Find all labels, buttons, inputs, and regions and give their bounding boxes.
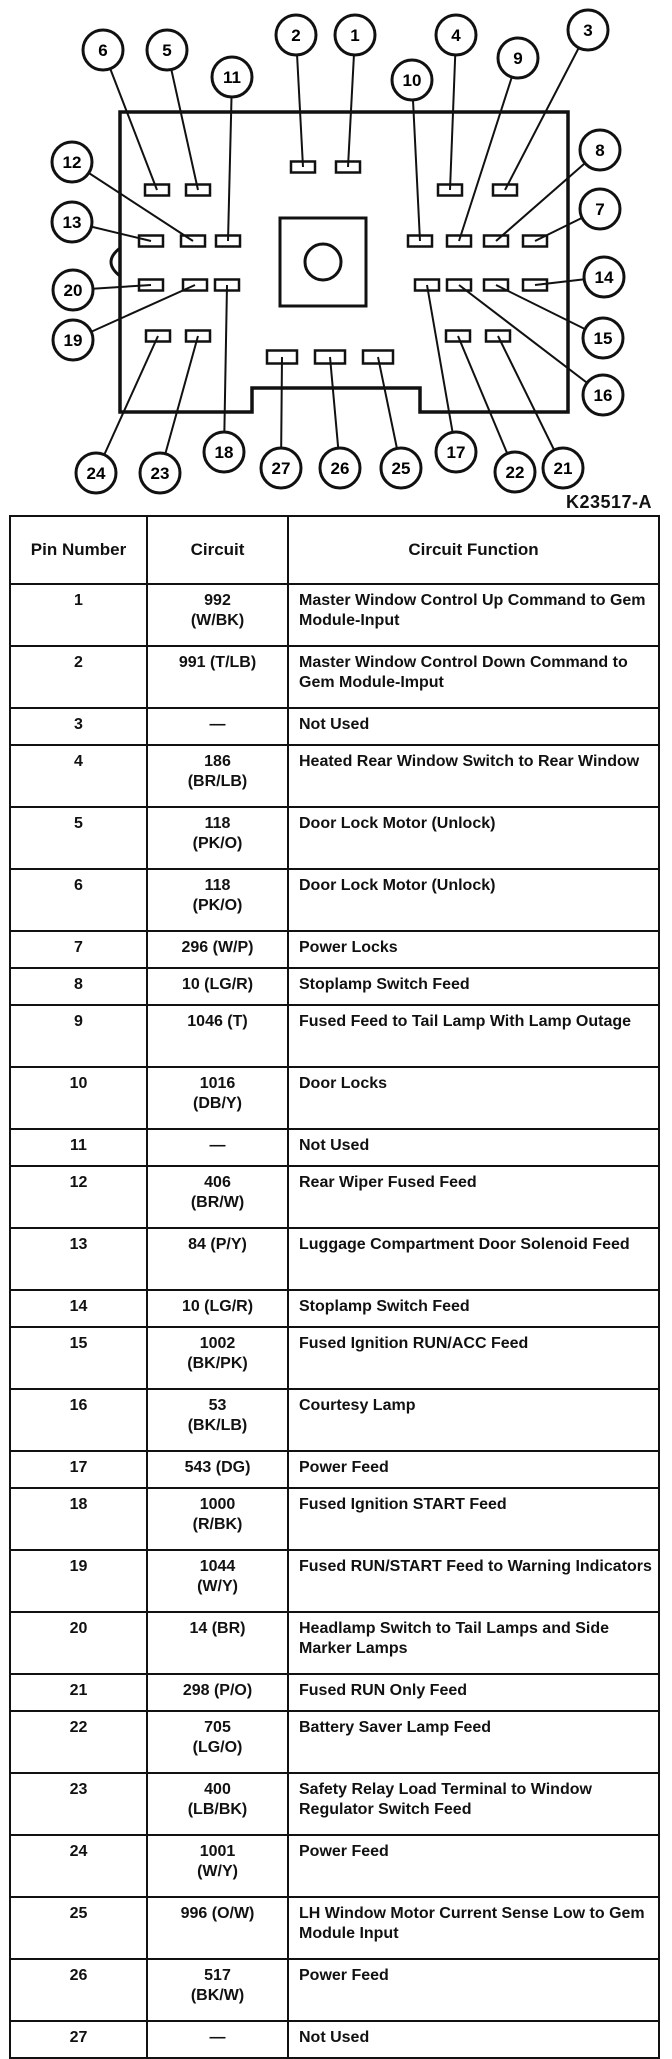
pin-callout-label: 21 [553,459,573,478]
circuit-cell: 1000 (R/BK) [147,1488,288,1550]
circuit-cell: 406 (BR/W) [147,1166,288,1228]
pin-callout-label: 22 [505,463,525,482]
table-row [10,1327,659,1389]
pin-callout-label: 18 [214,443,234,462]
pin-callout-10 [392,60,432,100]
pin-callout-label: 3 [583,21,593,40]
leader-line-9 [459,58,518,241]
pin-callout-8 [580,130,620,170]
pin-callout-label: 5 [162,41,172,60]
function-cell: Door Lock Motor (Unlock) [288,807,659,869]
table-row [10,1290,659,1327]
pin-callout-13 [52,202,92,242]
function-cell: Heated Rear Window Switch to Rear Window [288,745,659,807]
pin-callout-25 [381,448,421,488]
table-row [10,1451,659,1488]
pin-cell: 20 [10,1612,147,1674]
pin-cell: 18 [10,1488,147,1550]
pin-table [9,515,660,2059]
leader-line-6 [103,50,157,190]
table-row [10,1228,659,1290]
circuit-cell: 400 (LB/BK) [147,1773,288,1835]
pin-cell: 27 [10,2021,147,2058]
pin-callout-2 [276,15,316,55]
table-row [10,807,659,869]
table-row [10,584,659,646]
pin-callout-label: 15 [593,329,613,348]
table-row [10,869,659,931]
pin-cell: 7 [10,931,147,968]
leader-line-5 [167,50,198,190]
pin-cell: 6 [10,869,147,931]
pin-callout-label: 27 [271,459,291,478]
connector-housing [120,112,568,412]
circuit-cell: 118 (PK/O) [147,807,288,869]
pin-callout-24 [76,453,116,493]
pin-callout-label: 1 [350,26,360,45]
pin-callout-label: 14 [594,268,614,287]
pin-cell: 14 [10,1290,147,1327]
table-row [10,1612,659,1674]
pin-callout-9 [498,38,538,78]
circuit-cell: 296 (W/P) [147,931,288,968]
pin-callout-26 [320,448,360,488]
function-cell: Safety Relay Load Terminal to Window Regulator Switch Feed [288,1773,659,1835]
pin-callout-5 [147,30,187,70]
pin-cell: 11 [10,1129,147,1166]
table-row [10,1959,659,2021]
pin-callout-label: 4 [451,26,461,45]
pin-callout-label: 2 [291,26,301,45]
circuit-cell: — [147,1129,288,1166]
function-cell: Courtesy Lamp [288,1389,659,1451]
pin-callout-label: 10 [402,71,422,90]
table-row [10,1067,659,1129]
pin-callout-16 [583,375,623,415]
pin-cell: 8 [10,968,147,1005]
table-row [10,1389,659,1451]
pin-callout-label: 17 [446,443,466,462]
circuit-cell: 84 (P/Y) [147,1228,288,1290]
pin-cell: 12 [10,1166,147,1228]
function-cell: Luggage Compartment Door Solenoid Feed [288,1228,659,1290]
table-row [10,931,659,968]
pin-cell: 16 [10,1389,147,1451]
pin-cell: 5 [10,807,147,869]
circuit-cell: 992 (W/BK) [147,584,288,646]
table-row [10,646,659,708]
function-cell: Power Feed [288,1451,659,1488]
pin-cell: 25 [10,1897,147,1959]
function-cell: Door Locks [288,1067,659,1129]
pin-cell: 3 [10,708,147,745]
pin-callout-label: 16 [593,386,613,405]
circuit-cell: 1001 (W/Y) [147,1835,288,1897]
header-pin-number: Pin Number [10,516,147,584]
pin-callout-label: 9 [513,49,523,68]
pin-callout-label: 6 [98,41,108,60]
table-row [10,1711,659,1773]
table-row [10,745,659,807]
header-circuit: Circuit [147,516,288,584]
circuit-cell: 996 (O/W) [147,1897,288,1959]
function-cell: Not Used [288,2021,659,2058]
pin-callout-20 [53,270,93,310]
circuit-cell: 14 (BR) [147,1612,288,1674]
pin-callout-22 [495,452,535,492]
pin-cell: 4 [10,745,147,807]
function-cell: Master Window Control Down Command to Gem Module-Imput [288,646,659,708]
circuit-cell: 298 (P/O) [147,1674,288,1711]
pin-callout-15 [583,318,623,358]
pin-callout-18 [204,432,244,472]
pin-cell: 10 [10,1067,147,1129]
pin-callout-27 [261,448,301,488]
circuit-cell: 1016 (DB/Y) [147,1067,288,1129]
pin-callout-label: 13 [62,213,82,232]
pin-cell: 17 [10,1451,147,1488]
pin-callout-21 [543,448,583,488]
function-cell: Power Feed [288,1959,659,2021]
pin-cell: 19 [10,1550,147,1612]
center-bolt-hole [305,244,341,280]
pin-cell: 15 [10,1327,147,1389]
pin-callout-14 [584,257,624,297]
pin-callout-1 [335,15,375,55]
connector-face-diagram [0,0,672,512]
function-cell: Door Lock Motor (Unlock) [288,869,659,931]
pin-cell: 13 [10,1228,147,1290]
function-cell: Stoplamp Switch Feed [288,968,659,1005]
pin-cell: 2 [10,646,147,708]
function-cell: Power Locks [288,931,659,968]
function-cell: Rear Wiper Fused Feed [288,1166,659,1228]
pin-callout-label: 12 [62,153,82,172]
table-row [10,1129,659,1166]
function-cell: Battery Saver Lamp Feed [288,1711,659,1773]
table-row [10,1550,659,1612]
circuit-cell: 705 (LG/O) [147,1711,288,1773]
pin-callout-label: 19 [63,331,83,350]
circuit-cell: 543 (DG) [147,1451,288,1488]
function-cell: Not Used [288,1129,659,1166]
circuit-cell: 10 (LG/R) [147,1290,288,1327]
table-row [10,968,659,1005]
circuit-cell: 118 (PK/O) [147,869,288,931]
pin-cell: 23 [10,1773,147,1835]
table-row [10,1005,659,1067]
function-cell: Fused Ignition RUN/ACC Feed [288,1327,659,1389]
table-row [10,1674,659,1711]
leader-line-11 [228,77,232,241]
circuit-cell: 10 (LG/R) [147,968,288,1005]
circuit-cell: — [147,708,288,745]
circuit-cell: 1046 (T) [147,1005,288,1067]
center-boss [280,218,366,306]
pin-callout-17 [436,432,476,472]
pin-callout-label: 20 [63,281,83,300]
circuit-cell: 53 (BK/LB) [147,1389,288,1451]
table-row [10,1835,659,1897]
circuit-cell: 991 (T/LB) [147,646,288,708]
function-cell: Headlamp Switch to Tail Lamps and Side Marker Lamps [288,1612,659,1674]
circuit-cell: 1044 (W/Y) [147,1550,288,1612]
leader-line-18 [224,285,227,452]
table-row [10,1897,659,1959]
pin-callout-7 [580,189,620,229]
function-cell: LH Window Motor Current Sense Low to Gem Module Input [288,1897,659,1959]
circuit-cell: — [147,2021,288,2058]
figure-id: K23517-A [565,492,652,512]
pin-callout-label: 7 [595,200,605,219]
pin-callout-label: 23 [150,464,170,483]
pin-callout-12 [52,142,92,182]
pin-callout-4 [436,15,476,55]
pin-callout-label: 25 [391,459,411,478]
pin-callout-label: 26 [330,459,350,478]
leader-line-10 [412,80,420,241]
function-cell: Stoplamp Switch Feed [288,1290,659,1327]
pin-callout-3 [568,10,608,50]
table-row [10,1488,659,1550]
pin-cell: 1 [10,584,147,646]
function-cell: Master Window Control Up Command to Gem Module-Input [288,584,659,646]
leader-line-24 [96,336,158,473]
circuit-cell: 517 (BK/W) [147,1959,288,2021]
pin-callout-6 [83,30,123,70]
circuit-cell: 1002 (BK/PK) [147,1327,288,1389]
pin-cell: 24 [10,1835,147,1897]
pin-cell: 26 [10,1959,147,2021]
pin-callout-label: 8 [595,141,605,160]
function-cell: Fused RUN/START Feed to Warning Indicators [288,1550,659,1612]
table-row [10,1166,659,1228]
leader-line-17 [427,285,456,452]
table-row [10,1773,659,1835]
function-cell: Fused Feed to Tail Lamp With Lamp Outage [288,1005,659,1067]
pin-callout-23 [140,453,180,493]
function-cell: Fused RUN Only Feed [288,1674,659,1711]
function-cell: Not Used [288,708,659,745]
pin-callout-19 [53,320,93,360]
pin-cell: 21 [10,1674,147,1711]
table-row [10,708,659,745]
pin-cell: 22 [10,1711,147,1773]
pin-callout-label: 11 [223,68,241,87]
function-cell: Fused Ignition START Feed [288,1488,659,1550]
circuit-cell: 186 (BR/LB) [147,745,288,807]
table-row [10,2021,659,2058]
pin-callout-label: 24 [86,464,106,483]
table-header-row [10,516,659,584]
pin-callout-11 [212,57,252,97]
header-circuit-function: Circuit Function [288,516,659,584]
pin-cell: 9 [10,1005,147,1067]
function-cell: Power Feed [288,1835,659,1897]
